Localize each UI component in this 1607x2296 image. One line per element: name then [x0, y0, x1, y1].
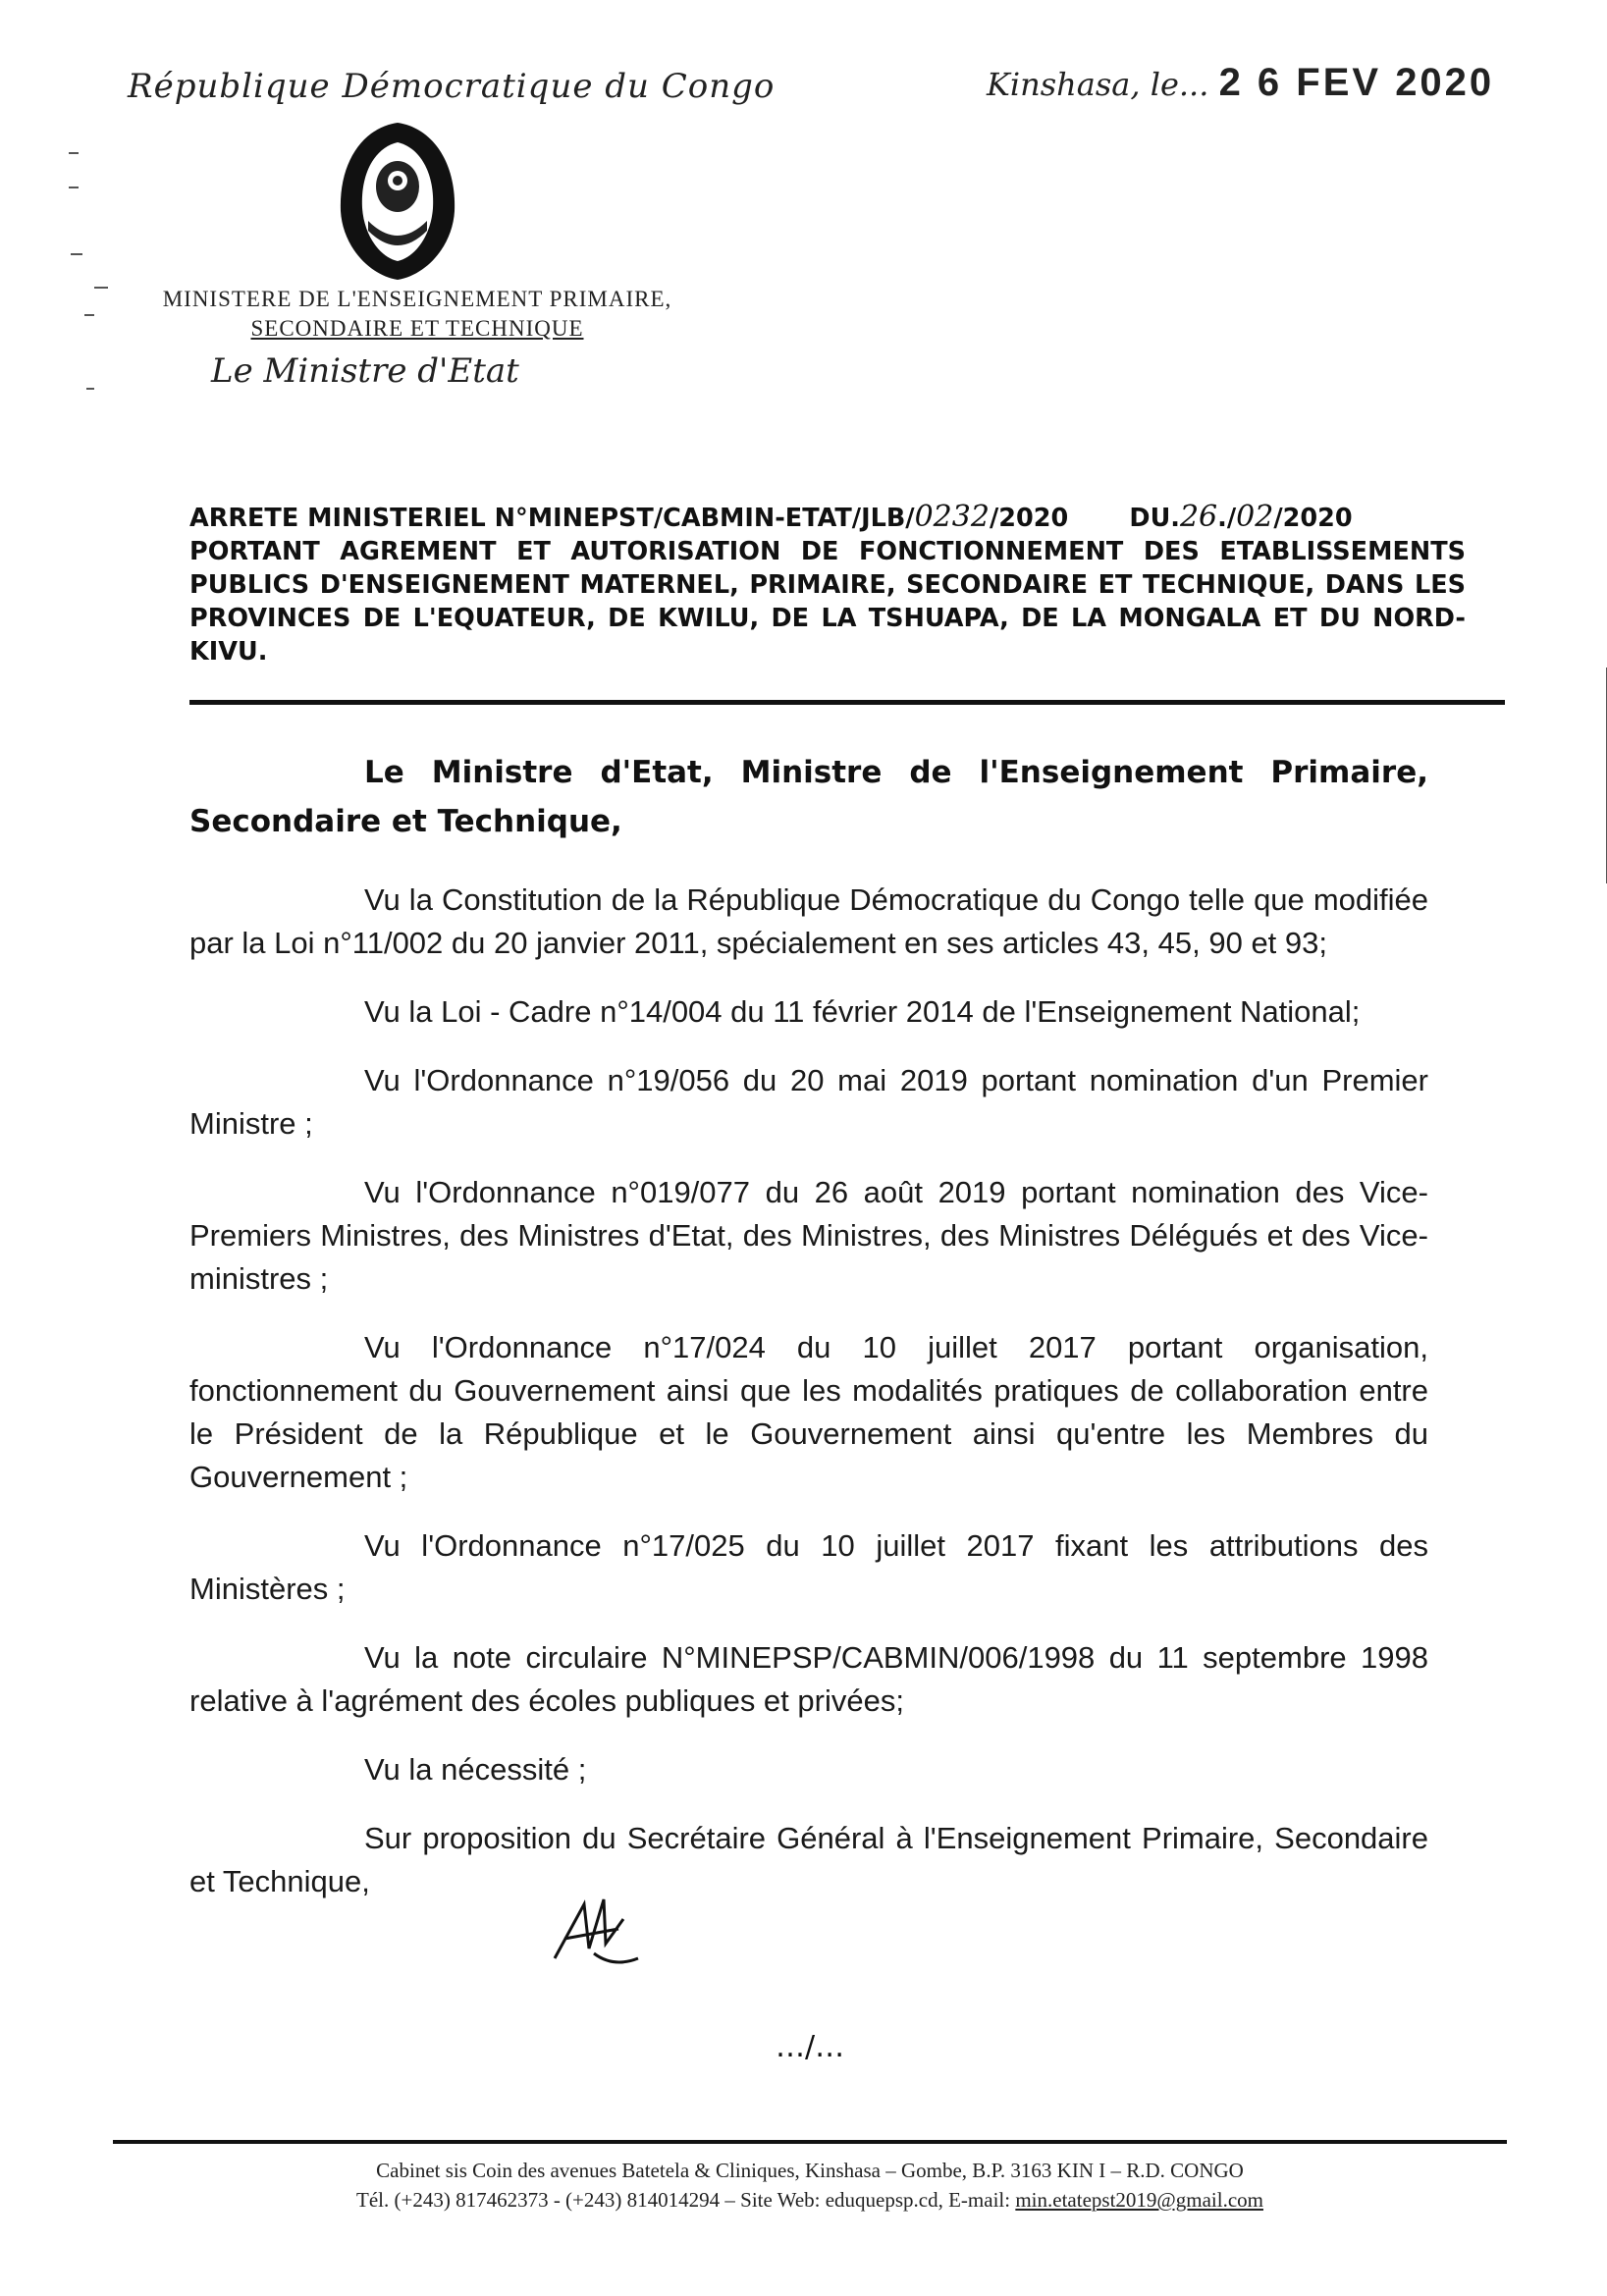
- footer: [113, 2156, 1507, 2215]
- decree-du-year: /2020: [1273, 504, 1353, 533]
- dateline: [987, 61, 1494, 105]
- decree-ref-year: /2020: [989, 504, 1069, 533]
- decree-subject: PORTANT AGREMENT ET AUTORISATION DE FONCTIONNEMENT DES ETABLISSEMENTS PUBLICS D'ENSEIGNEMENT MATERNEL, PRIMAIRE, SECONDAIRE ET TECHNIQUE, DANS LES PROVINCES DE L'EQUATEUR, DE KWILU, DE LA TSHUAPA, DE LA MONGALA ET DU NORD-KIVU.: [189, 537, 1466, 667]
- footer-divider: [113, 2140, 1507, 2144]
- margin-mark: [86, 388, 94, 390]
- republic-heading: République Démocratique du Congo: [128, 67, 776, 106]
- consideration-ordonnance-attributions: Vu l'Ordonnance n°17/025 du 10 juillet 2017 fixant les attributions des Ministères ;: [189, 1528, 1428, 1606]
- decree-reference: ARRETE MINISTERIEL N°MINEPST/CABMIN-ETAT/JLB/0232/2020 DU.26./02/2020: [189, 500, 1353, 534]
- decree-ref-prefix: ARRETE MINISTERIEL N°MINEPST/CABMIN-ETAT/JLB/: [189, 504, 915, 533]
- coat-of-arms-emblem: [329, 118, 466, 285]
- consideration-proposition: Sur proposition du Secrétaire Général à l'Enseignement Primaire, Secondaire et Technique,: [189, 1821, 1428, 1898]
- considerations-list: [189, 879, 1428, 1929]
- footer-contacts: [113, 2185, 1507, 2215]
- date-stamp: 2 6 FEV 2020: [1218, 61, 1495, 104]
- consideration-loi-cadre: Vu la Loi - Cadre n°14/004 du 11 février 2014 de l'Enseignement National;: [364, 994, 1361, 1029]
- ministry-line-1: MINISTERE DE L'ENSEIGNEMENT PRIMAIRE,: [162, 287, 672, 311]
- consideration-necessite: Vu la nécessité ;: [364, 1752, 587, 1787]
- continued-marker: …/…: [776, 2030, 845, 2064]
- consideration-ordonnance-organisation: Vu l'Ordonnance n°17/024 du 10 juillet 2017 portant organisation, fonctionnement du Gouvernement ainsi que les modalités pratiques de collaboration entre le Président de la République et le Gouvernement ainsi qu'entre les Membres du Gouvernement ;: [189, 1330, 1428, 1494]
- margin-mark: [69, 152, 79, 154]
- consideration-ordonnance-ministres: Vu l'Ordonnance n°019/077 du 26 août 2019 portant nomination des Vice-Premiers Ministres, des Ministres d'Etat, des Ministres, des Ministres Délégués et des Vice-ministres ;: [189, 1175, 1428, 1296]
- decree-du-day: 26: [1179, 500, 1218, 534]
- consideration-ordonnance-premier-ministre: Vu l'Ordonnance n°19/056 du 20 mai 2019 portant nomination d'un Premier Ministre ;: [189, 1063, 1428, 1141]
- margin-mark: [94, 287, 108, 289]
- intro-block: [189, 748, 1428, 846]
- margin-mark: [71, 253, 82, 255]
- initials-signature: [545, 1890, 643, 1978]
- footer-address: Cabinet sis Coin des avenues Batetela & Cliniques, Kinshasa – Gombe, B.P. 3163 KIN I – R.D. CONGO: [376, 2159, 1244, 2182]
- minister-title: Le Ministre d'Etat: [211, 351, 519, 391]
- intro-text: Le Ministre d'Etat, Ministre de l'Enseignement Primaire, Secondaire et Technique,: [189, 755, 1428, 839]
- decree-du-label: DU: [1129, 504, 1171, 533]
- decree-title: [189, 501, 1466, 668]
- place-prefix: Kinshasa, le...: [987, 66, 1209, 103]
- margin-mark: [69, 187, 79, 188]
- consideration-constitution: Vu la Constitution de la République Démocratique du Congo telle que modifiée par la Loi n°11/002 du 20 janvier 2011, spécialement en ses articles 43, 45, 90 et 93;: [189, 882, 1428, 960]
- ministry-name: [128, 285, 707, 344]
- ministry-line-2: SECONDAIRE ET TECHNIQUE: [250, 316, 584, 341]
- decree-du-month: 02: [1236, 500, 1274, 534]
- decree-ref-number: 0232: [914, 500, 990, 534]
- consideration-note-circulaire: Vu la note circulaire N°MINEPSP/CABMIN/006/1998 du 11 septembre 1998 relative à l'agrément des écoles publiques et privées;: [189, 1640, 1428, 1718]
- title-divider: [189, 700, 1505, 705]
- footer-phones-site: Tél. (+243) 817462373 - (+243) 814014294 – Site Web: eduquepsp.cd, E-mail:: [356, 2188, 1016, 2212]
- footer-email-link[interactable]: min.etatepst2019@gmail.com: [1015, 2188, 1263, 2212]
- margin-mark: [84, 314, 94, 316]
